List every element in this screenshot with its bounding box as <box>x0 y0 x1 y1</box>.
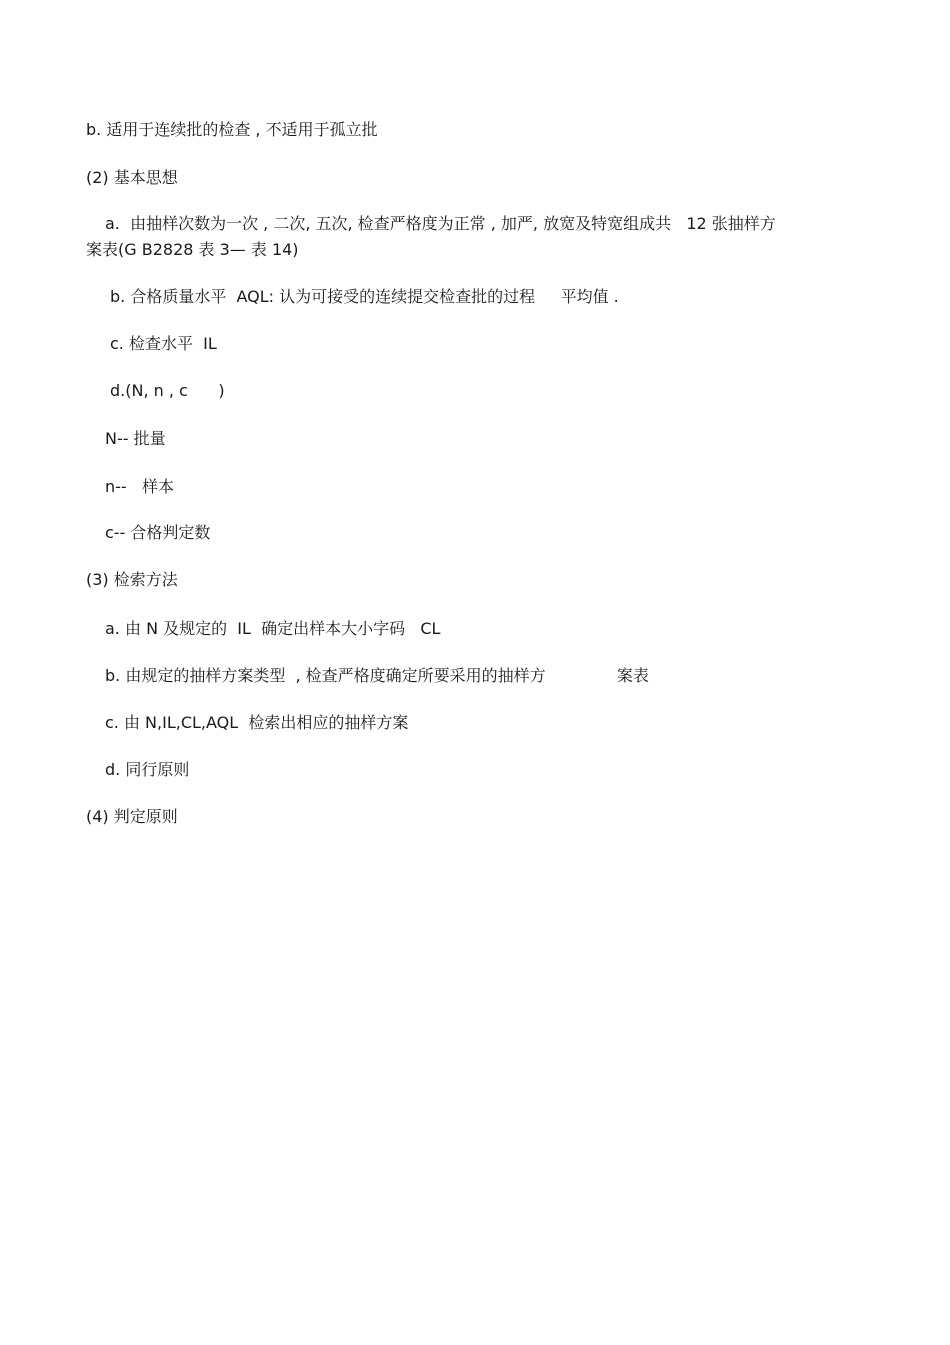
text-line-retrieval-b: b. 由规定的抽样方案类型 , 检查严格度确定所要采用的抽样方 案表 <box>105 666 649 685</box>
text-line-retrieval-d: d. 同行原则 <box>105 760 190 779</box>
text-line-aql: b. 合格质量水平 AQL: 认为可接受的连续提交检查批的过程 平均值 . <box>110 287 619 306</box>
text-line-acceptance-number: c-- 合格判定数 <box>105 523 211 542</box>
text-line-batch-size: N-- 批量 <box>105 429 166 448</box>
text-line-applicability: b. 适用于连续批的检查 , 不适用于孤立批 <box>86 120 378 139</box>
text-line-sampling-plan-a-cont: 案表(G B2828 表 3— 表 14) <box>86 240 299 259</box>
text-line-sampling-plan-a: a. 由抽样次数为一次 , 二次, 五次, 检查严格度为正常 , 加严, 放宽及特宽组成共 12 张抽样方 <box>105 214 776 233</box>
text-line-retrieval-c: c. 由 N,IL,CL,AQL 检索出相应的抽样方案 <box>105 713 409 732</box>
section-heading-judgment-principle: (4) 判定原则 <box>86 807 178 826</box>
section-heading-retrieval-method: (3) 检索方法 <box>86 570 178 589</box>
text-line-retrieval-a: a. 由 N 及规定的 IL 确定出样本大小字码 CL <box>105 619 441 638</box>
text-line-nnc: d.(N, n , c ) <box>110 381 225 400</box>
text-line-inspection-level: c. 检查水平 IL <box>110 334 217 353</box>
section-heading-basic-idea: (2) 基本思想 <box>86 168 178 187</box>
text-line-sample: n-- 样本 <box>105 477 174 496</box>
